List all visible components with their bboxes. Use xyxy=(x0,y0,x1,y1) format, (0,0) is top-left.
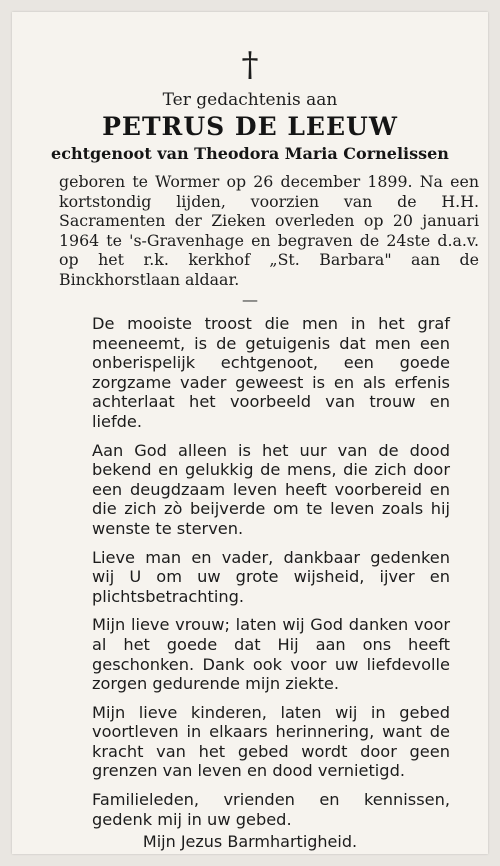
verse-paragraph: Mijn lieve vrouw; laten wij God danken voor al het goede dat Hij aan ons heeft geschonken. Dank ook voor uw liefdevolle zorgen gedurende mijn ziekte. xyxy=(92,615,450,694)
verse-paragraph: Aan God alleen is het uur van de dood bekend en gelukkig de mens, die zich door een deugdzaam leven heeft voorbereid en die zich zò beijverde om te leven zoals hij wenste te sterven. xyxy=(92,440,450,538)
verse-paragraph: Lieve man en vader, dankbaar gedenken wij U om uw grote wijsheid, ijver en plichtsbetrachting. xyxy=(92,547,450,606)
verses-block xyxy=(92,314,450,838)
spouse-line: echtgenoot van Theodora Maria Cornelissen xyxy=(51,144,449,163)
biography-paragraph: geboren te Wormer op 26 december 1899. Na een kortstondig lijden, voorzien van de H.H. Sacramenten der Zieken overleden op 20 januari 1964 te 's-Gravenhage en begraven de 24ste d.a.v. op het r.k. kerkhof „St. Barbara" aan de Binckhorstlaan aldaar. xyxy=(59,172,479,289)
intro-line: Ter gedachtenis aan xyxy=(162,90,338,110)
deceased-name: PETRUS DE LEEUW xyxy=(102,112,398,141)
verse-paragraph: Familieleden, vrienden en kennissen, gedenk mij in uw gebed. xyxy=(92,790,450,829)
cross-icon: † xyxy=(241,45,259,85)
verse-paragraph: Mijn lieve kinderen, laten wij in gebed voortleven in elkaars herinnering, want de kracht van het gebed wordt door geen grenzen van leven en dood vernietigd. xyxy=(92,702,450,781)
divider: — xyxy=(242,290,258,309)
verse-paragraph: De mooiste troost die men in het graf meeneemt, is de getuigenis dat men een onberispelijk echtgenoot, een goede zorgzame vader geweest is en als erfenis achterlaat het voorbeeld van trouw en liefde. xyxy=(92,314,450,431)
closing-prayer: Mijn Jezus Barmhartigheid. xyxy=(142,832,358,851)
memorial-card xyxy=(12,12,488,854)
